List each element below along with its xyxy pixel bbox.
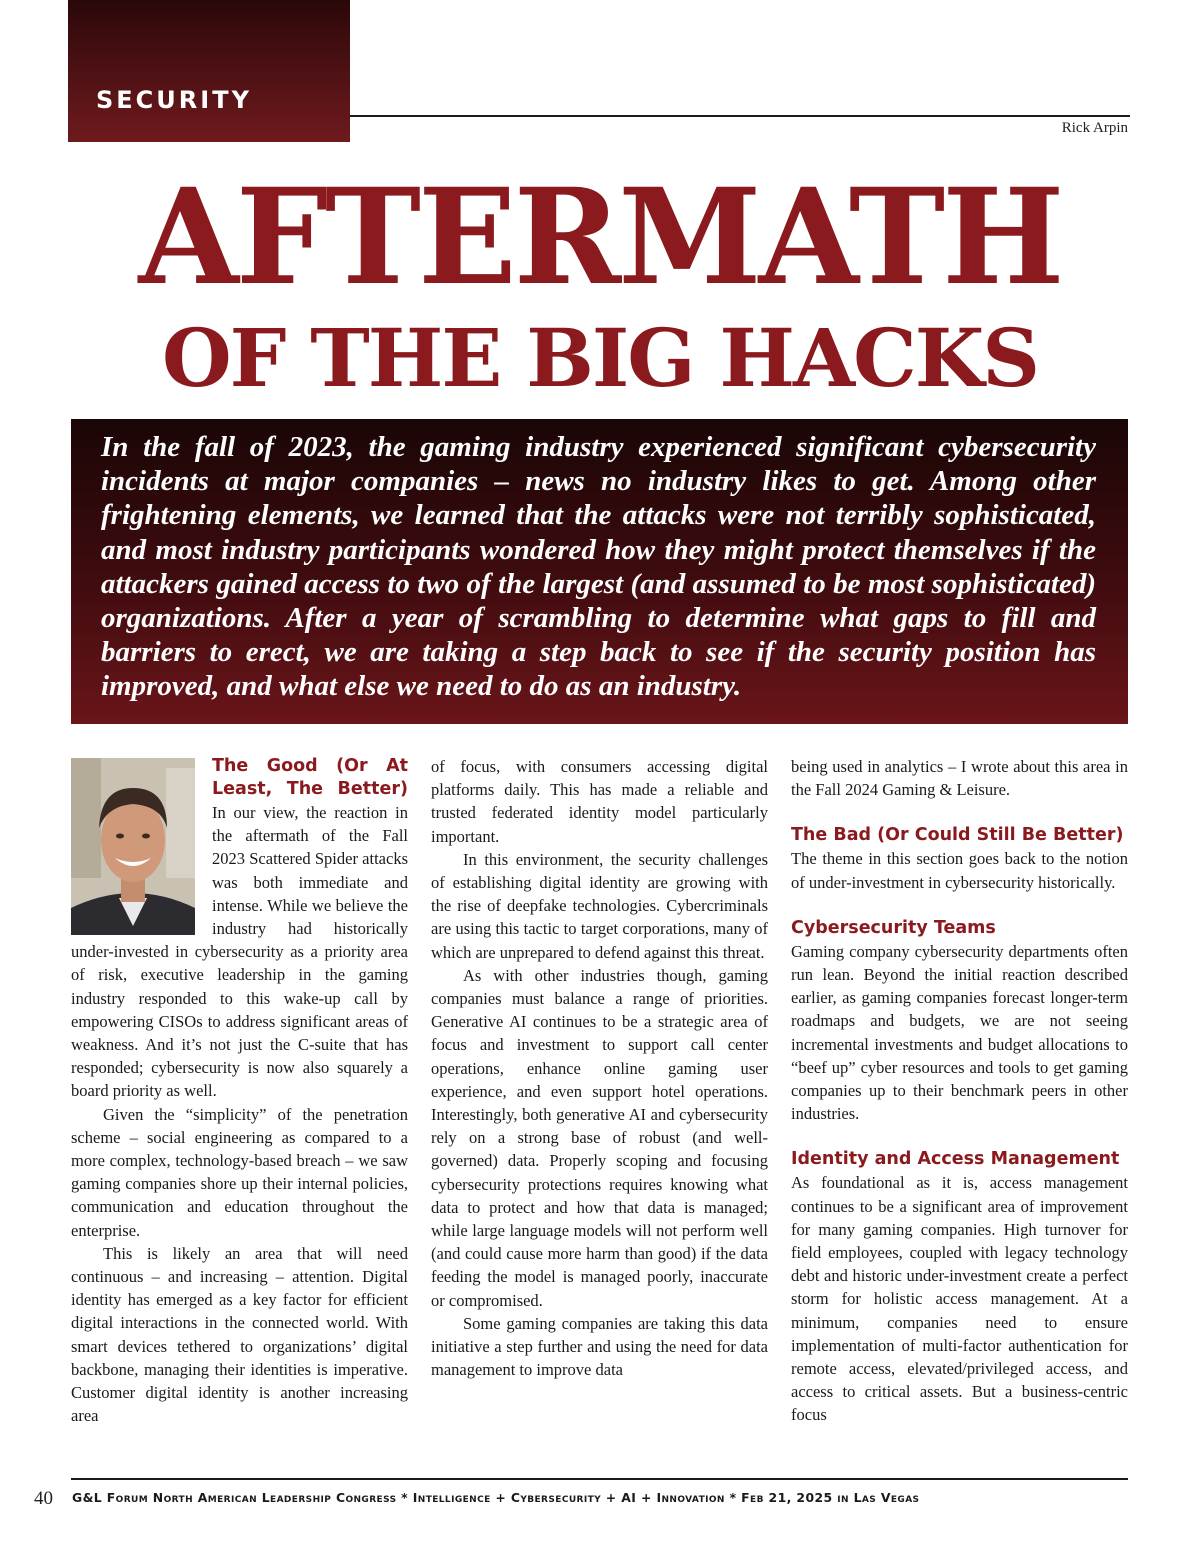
heading-identity-access: Identity and Access Management bbox=[791, 1149, 1120, 1170]
col1-paragraph-1: In our view, the reaction in the aftermath of the Fall 2023 Scattered Spider attacks was both immediate and intense. While we believe the industry had historically under-invested in cybersecurity as a priority area of risk, executive leadership in the gaming industry responded to this wake-up call by empowering CISOs to address significant areas of weakness. And it’s not just the C-suite that has responded; cybersecurity is now also squarely a board priority as well. bbox=[71, 803, 408, 1101]
footer-event-line: G&L Forum North American Leadership Congress * Intelligence + Cybersecurity + AI + Innovation * Feb 21, 2025 in Las Vegas bbox=[72, 1490, 920, 1505]
col3-paragraph-3: Gaming company cybersecurity departments often run lean. Beyond the initial reaction described earlier, as gaming companies forecast longer-term roadmaps and budgets, we are not seeing incremental investments and budget allocations to “beef up” cyber resources and tools to get gaming companies up to their benchmark peers in other industries. bbox=[791, 941, 1128, 1124]
column-3 bbox=[791, 755, 1128, 1427]
header-rule bbox=[350, 115, 1130, 117]
footer-rule bbox=[71, 1478, 1128, 1480]
page-number: 40 bbox=[34, 1488, 53, 1509]
author-photo bbox=[71, 758, 195, 935]
col2-paragraph-4: Some gaming companies are taking this data initiative a step further and using the need for data management to improve data bbox=[431, 1313, 768, 1380]
heading-the-good: The Good (Or At Least, The Better) bbox=[212, 756, 408, 799]
col3-paragraph-1: being used in analytics – I wrote about this area in the Fall 2024 Gaming & Leisure. bbox=[791, 757, 1128, 800]
col3-paragraph-4: As foundational as it is, access management continues to be a significant area of improvement for many gaming companies. High turnover for field employees, coupled with legacy technology debt and historic under-investment create a perfect storm for holistic access management. At a minimum, companies need to ensure implementation of multi-factor authentication for remote access, elevated/privileged access, and access to critical assets. But a business-centric focus bbox=[791, 1173, 1128, 1425]
col1-paragraph-3: This is likely an area that will need continuous – and increasing – attention. Digital identity has emerged as a key factor for efficient digital interactions in the connected world. With smart devices tethered to organizations’ digital backbone, managing their identities is imperative. Customer digital identity is another increasing area bbox=[71, 1243, 408, 1426]
headline-line-2: OF THE BIG HACKS bbox=[161, 311, 1039, 405]
section-label: SECURITY bbox=[96, 86, 252, 114]
col2-paragraph-3: As with other industries though, gaming companies must balance a range of priorities. Generative AI continues to be a strategic area of focus and investment to support call center operations, enhance online gaming user experience, and even support hotel operations. Interestingly, both generative AI and cybersecurity rely on a strong base of robust (and well-governed) data. Properly scoping and focusing cybersecurity protections requires knowing what data to protect and how that data is managed; while large language models will not perform well (and could cause more harm than good) if the data feeding the model is managed poorly, inaccurate or compromised. bbox=[431, 965, 768, 1310]
heading-the-bad: The Bad (Or Could Still Be Better) bbox=[791, 825, 1124, 846]
author-name: Rick Arpin bbox=[1061, 120, 1128, 136]
col2-paragraph-1: of focus, with consumers accessing digital platforms daily. This has made a reliable and trusted federated identity model particularly important. bbox=[431, 757, 768, 846]
lede-paragraph: In the fall of 2023, the gaming industry experienced significant cybersecurity incidents at major companies – news no industry likes to get. Among other frightening elements, we learned that the attacks were not terribly sophisticated, and most industry participants wondered how they might protect themselves if the attackers gained access to two of the largest (and assumed to be most sophisticated) organizations. After a year of scrambling to determine what gaps to fill and barriers to erect, we are taking a step back to see if the security position has improved, and what else we need to do as an industry. bbox=[101, 431, 1096, 703]
heading-cybersecurity-teams: Cybersecurity Teams bbox=[791, 917, 996, 938]
col2-paragraph-2: In this environment, the security challenges of establishing digital identity are growing with the rise of deepfake technologies. Cybercriminals are using this tactic to target corporations, many of which are unprepared to defend against this threat. bbox=[431, 849, 768, 962]
column-1 bbox=[71, 755, 408, 1427]
author-portrait-illustration bbox=[71, 758, 195, 935]
col3-paragraph-2: The theme in this section goes back to the notion of under-investment in cybersecurity historically. bbox=[791, 849, 1128, 892]
col1-paragraph-2: Given the “simplicity” of the penetration scheme – social engineering as compared to a more complex, technology-based breach – we saw gaming companies shore up their internal policies, communication and education throughout the enterprise. bbox=[71, 1104, 408, 1240]
headline-line-1: AFTERMATH bbox=[138, 160, 1062, 315]
column-2 bbox=[431, 755, 768, 1381]
section-tab-background bbox=[68, 0, 350, 142]
